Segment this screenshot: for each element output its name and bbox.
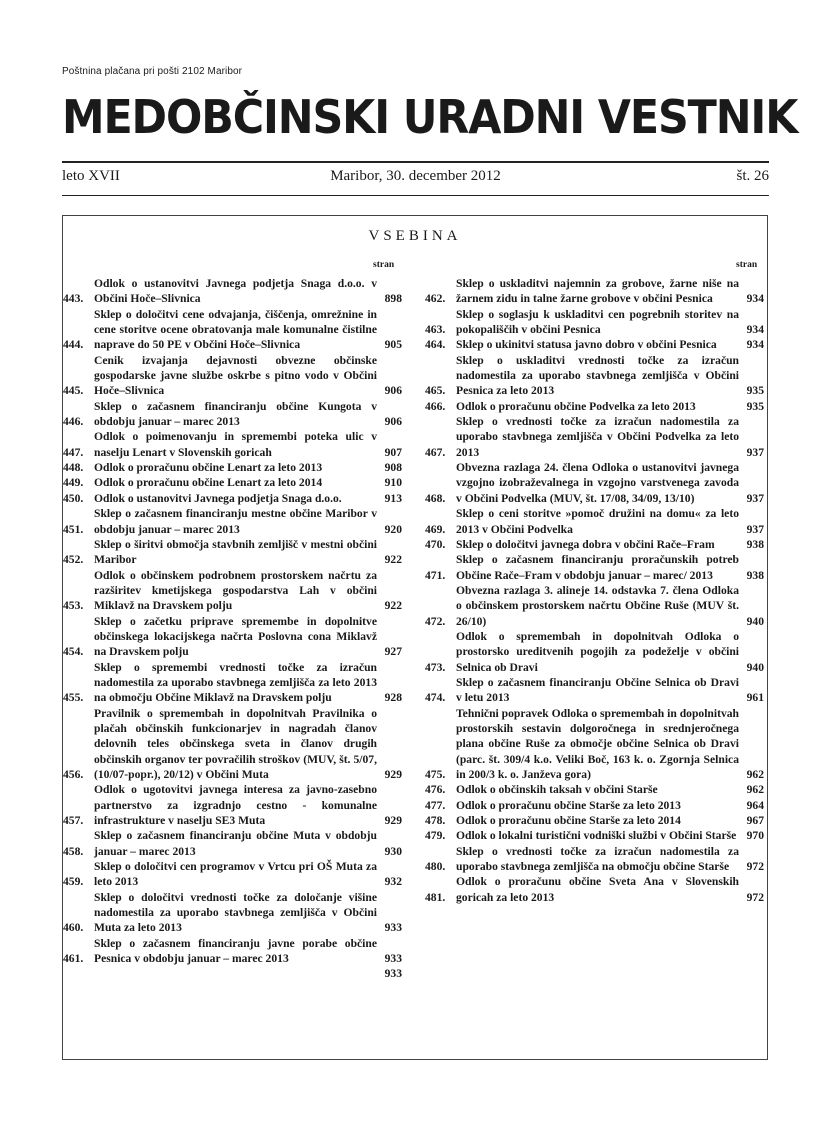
toc-entry[interactable] (63, 660, 403, 706)
toc-entry-page: 938 (746, 568, 764, 582)
toc-entry-title: Odlok o proračunu občine Starše za leto 2013 (456, 798, 681, 812)
toc-entry-title: Odlok o ugotovitvi javnega interesa za javno-zasebno partnerstvo za izgradnjo cestno - komunalne infrastrukture v naselju SE3 Muta (94, 783, 377, 828)
toc-entry[interactable] (63, 706, 403, 783)
toc-entry-title: Odlok o proračunu občine Lenart za leto 2014 (94, 476, 323, 490)
toc-entry[interactable] (63, 353, 403, 399)
toc-entry-page: 922 (384, 553, 402, 567)
toc-entry-title: Sklep o določitvi javnega dobra v občini Rače–Fram (456, 537, 715, 551)
toc-entry[interactable] (425, 537, 765, 552)
toc-entry-number: 449. (63, 476, 84, 490)
toc-entry-number: 451. (63, 522, 84, 536)
toc-entry-number: 455. (63, 691, 84, 705)
toc-entry-title: Sklep o začasnem financiranju občine Muta v obdobju januar – marec 2013 (94, 829, 377, 858)
toc-entry[interactable] (425, 353, 765, 399)
toc-entry-title: Sklep o spremembi vrednosti točke za izračun nadomestila za uporabo stavbnega zemljišča za leto 2013 na območju Občine Miklavž na Dravskem polju (94, 660, 377, 705)
issue-date: Maribor, 30. december 2012 (330, 168, 501, 184)
bottom-rule (62, 195, 769, 196)
toc-entry-number: 468. (425, 491, 446, 505)
toc-entry[interactable] (63, 568, 403, 614)
toc-entry-number: 460. (63, 921, 84, 935)
toc-entry-page: 938 (746, 537, 764, 551)
toc-entry[interactable] (63, 506, 403, 537)
left-entries (63, 276, 403, 982)
toc-entry-page: 934 (746, 323, 764, 337)
toc-extra-page-row (63, 966, 403, 981)
toc-entry-title: Sklep o določitvi vrednosti točke za določanje višine nadomestila za uporabo stavbnega zemljišča v Občini Muta za leto 2013 (94, 890, 377, 935)
toc-entry[interactable] (425, 307, 765, 338)
toc-entry-page: 929 (384, 814, 402, 828)
page-column-label: stran (373, 260, 395, 270)
toc-entry-number: 479. (425, 829, 446, 843)
top-rule (62, 161, 769, 163)
toc-entry-number: 450. (63, 491, 84, 505)
toc-entry[interactable] (425, 844, 765, 875)
toc-entry-title: Obvezna razlaga 24. člena Odloka o ustanovitvi javnega vzgojno izobraževalnega in vzgojno varstvenega zavoda v Občini Podvelka (MUV, št. 17/08, 34/09, 13/10) (456, 461, 739, 505)
toc-entry-page: 933 (384, 952, 402, 966)
toc-entry-number: 472. (425, 614, 446, 628)
toc-entry-page: 905 (384, 338, 402, 352)
toc-entry[interactable] (63, 614, 403, 660)
toc-entry-number: 464. (425, 338, 446, 352)
toc-entry-page: 937 (746, 445, 764, 459)
toc-entry-page: 910 (384, 476, 402, 490)
toc-entry[interactable] (63, 890, 403, 936)
issue-number: št. 26 (736, 168, 769, 184)
toc-entry[interactable] (425, 813, 765, 828)
toc-entry-page: 972 (746, 860, 764, 874)
toc-entry-title: Odlok o proračunu občine Lenart za leto 2013 (94, 461, 323, 475)
toc-entry-title: Sklep o določitvi cene odvajanja, čiščenja, omrežnine in cene storitve ocene obratovanja male komunalne čistilne naprave do 50 PE v Občini Hoče–Slivnica (94, 307, 377, 352)
toc-entry-title: Sklep o ceni storitve »pomoč družini na domu« za leto 2013 v Občini Podvelka (456, 507, 739, 536)
toc-entry-title: Sklep o vrednosti točke za izračun nadomestila za uporabo stavbnega zemljišča v Občini Podvelka za leto 2013 (456, 415, 739, 459)
toc-entry-title: Odlok o ustanovitvi Javnega podjetja Snaga d.o.o. v Občini Hoče–Slivnica (94, 277, 377, 306)
toc-entry[interactable] (63, 859, 403, 890)
toc-entry-page: 933 (384, 921, 402, 935)
toc-entry-title: Odlok o proračunu občine Starše za leto 2014 (456, 814, 681, 828)
toc-entry-number: 463. (425, 323, 446, 337)
toc-entry-number: 448. (63, 461, 84, 475)
toc-entry[interactable] (63, 475, 403, 490)
toc-entry-page: 935 (746, 399, 764, 413)
toc-entry-page: 964 (746, 798, 764, 812)
toc-entry-number: 453. (63, 599, 84, 613)
toc-entry-page: 962 (746, 768, 764, 781)
toc-entry-page: 908 (384, 461, 402, 475)
toc-entry-number: 471. (425, 568, 446, 582)
toc-entry-page: 927 (384, 645, 402, 659)
toc-entry-number: 444. (63, 338, 84, 352)
toc-entry-title: Odlok o proračunu občine Sveta Ana v Slovenskih goricah za leto 2013 (456, 875, 739, 904)
toc-entry[interactable] (425, 414, 765, 460)
toc-entry[interactable] (425, 629, 765, 675)
toc-entry-page: 907 (384, 445, 402, 459)
toc-entry-title: Odlok o občinskih taksah v občini Starše (456, 783, 658, 797)
toc-entry[interactable] (63, 537, 403, 568)
toc-entry-title: Sklep o uskladitvi najemnin za grobove, žarne niše na žarnem zidu in talne žarne grobove v občini Pesnica (456, 277, 739, 306)
toc-entry-number: 456. (63, 768, 84, 781)
toc-entry-title: Sklep o začetku priprave spremembe in dopolnitve občinskega lokacijskega načrta Poslovna cona Miklavž na Dravskem polju (94, 614, 377, 659)
contents-heading: VSEBINA (368, 228, 462, 244)
toc-entry-title: Pravilnik o spremembah in dopolnitvah Pravilnika o plačah občinskih funkcionarjev in nagradah članov delovnih teles občinskega sveta in članov drugih občinskih organov ter povračilih stroškov (MUV, št. 5/07, (10/07-popr.), 20/12) v Občini Muta (94, 706, 377, 781)
toc-entry-number: 473. (425, 660, 446, 674)
toc-entry-title: Odlok o občinskem podrobnem prostorskem načrtu za razširitev kmetijskega gospodarstva Lah v občini Miklavž na Dravskem polju (94, 568, 377, 613)
toc-entry-page: 933 (384, 967, 402, 981)
toc-entry-number: 481. (425, 890, 446, 904)
toc-entry-title: Sklep o začasnem financiranju proračunskih potreb Občine Rače–Fram v obdobju januar – marec/ 2013 (456, 553, 739, 582)
toc-entry-title: Sklep o ukinitvi statusa javno dobro v občini Pesnica (456, 338, 717, 352)
toc-entry-number: 465. (425, 384, 446, 398)
toc-entry[interactable] (425, 782, 765, 797)
toc-entry-page: 940 (746, 614, 764, 628)
issue-info (62, 168, 769, 188)
toc-entry-number: 459. (63, 875, 84, 889)
toc-entry-title: Sklep o določitvi cen programov v Vrtcu pri OŠ Muta za leto 2013 (94, 860, 377, 889)
toc-entry-page: 937 (746, 491, 764, 505)
page-column-label: stran (736, 260, 758, 270)
toc-entry[interactable] (425, 874, 765, 905)
toc-entry-title: Sklep o soglasju k uskladitvi cen pogrebnih storitev na pokopališčih v občini Pesnica (456, 307, 739, 337)
toc-entry-page: 920 (384, 522, 402, 536)
toc-entry-page: 967 (746, 814, 764, 828)
toc-entry[interactable] (63, 936, 403, 967)
toc-entry-title: Odlok o poimenovanju in spremembi poteka ulic v naselju Lenart v Slovenskih goricah (94, 430, 377, 459)
toc-entry-title: Obvezna razlaga 3. alineje 14. odstavka 7. člena Odloka o občinskem prostorskem načrtu Občine Ruše (MUV št. 26/10) (456, 583, 739, 628)
toc-entry-page: 922 (384, 599, 402, 613)
toc-entry[interactable] (425, 828, 765, 843)
toc-entry-number: 474. (425, 691, 446, 705)
toc-entry-page: 937 (746, 522, 764, 536)
toc-entry-number: 454. (63, 645, 84, 659)
toc-entry[interactable] (63, 828, 403, 859)
toc-entry-title: Sklep o uskladitvi vrednosti točke za izračun nadomestila za uporabo stavbnega zemljišča v Občini Pesnica za leto 2013 (456, 353, 739, 398)
toc-entry-page: 972 (746, 890, 764, 904)
toc-entry-title: Sklep o vrednosti točke za izračun nadomestila za uporabo stavbnega zemljišča na območju občine Starše (456, 844, 739, 874)
toc-entry-page: 913 (384, 491, 402, 505)
toc-entry-page: 906 (384, 384, 402, 398)
toc-entry-number: 476. (425, 783, 446, 797)
toc-entry-number: 478. (425, 814, 446, 828)
masthead-title: MEDOBČINSKI URADNI VESTNIK (62, 90, 798, 144)
toc-entry-number: 470. (425, 537, 446, 551)
toc-entry[interactable] (425, 798, 765, 813)
toc-entry[interactable] (425, 706, 765, 783)
toc-entry-title: Odlok o lokalni turistični vodniški službi v Občini Starše (456, 829, 737, 843)
toc-entry-page: 934 (746, 292, 764, 306)
toc-entry-page: 929 (384, 768, 402, 781)
toc-entry[interactable] (425, 506, 765, 537)
toc-entry-page: 906 (384, 415, 402, 429)
toc-entry-page: 934 (746, 338, 764, 352)
toc-entry[interactable] (425, 460, 765, 506)
contents-box (62, 215, 768, 1060)
toc-entry-title: Odlok o spremembah in dopolnitvah Odloka o prostorsko ureditvenih pogojih za podeželje v občini Selnica ob Dravi (456, 629, 739, 674)
toc-entry-number: 443. (63, 292, 84, 306)
toc-entry-number: 446. (63, 415, 84, 429)
toc-entry-page: 940 (746, 660, 764, 674)
toc-entry-title: Sklep o začasnem financiranju mestne občine Maribor v obdobju januar – marec 2013 (94, 507, 377, 536)
right-entries (425, 276, 765, 905)
toc-entry-title: Odlok o ustanovitvi Javnega podjetja Snaga d.o.o. (94, 491, 342, 505)
toc-entry[interactable] (425, 552, 765, 583)
toc-entry-page: 935 (746, 384, 764, 398)
toc-entry[interactable] (425, 583, 765, 629)
toc-entry[interactable] (63, 399, 403, 430)
toc-entry-title: Odlok o proračunu občine Podvelka za leto 2013 (456, 399, 696, 413)
toc-entry[interactable] (63, 460, 403, 475)
toc-entry-number: 467. (425, 445, 446, 459)
toc-entry-title: Sklep o začasnem financiranju občine Kungota v obdobju januar – marec 2013 (94, 399, 377, 429)
toc-entry-number: 458. (63, 844, 84, 858)
toc-entry-number: 480. (425, 860, 446, 874)
issue-year: leto XVII (62, 168, 120, 184)
toc-entry-number: 477. (425, 798, 446, 812)
toc-entry-number: 457. (63, 814, 84, 828)
toc-entry-number: 462. (425, 292, 446, 306)
toc-entry-title: Sklep o začasnem financiranju javne porabe občine Pesnica v obdobju januar – marec 2013 (94, 936, 377, 966)
toc-entry-number: 461. (63, 952, 84, 966)
toc-entry-page: 962 (746, 783, 764, 797)
toc-entry-page: 930 (384, 844, 402, 858)
toc-entry[interactable] (425, 337, 765, 352)
toc-entry[interactable] (425, 276, 765, 307)
toc-entry[interactable] (63, 307, 403, 353)
toc-entry-page: 961 (746, 691, 764, 705)
toc-entry-title: Sklep o širitvi območja stavbnih zemljišč v mestni občini Maribor (94, 537, 377, 567)
toc-entry[interactable] (425, 399, 765, 414)
toc-entry-page: 928 (384, 691, 402, 705)
toc-entry-number: 475. (425, 768, 446, 781)
toc-entry[interactable] (425, 675, 765, 706)
toc-entry-number: 466. (425, 399, 446, 413)
toc-entry-number: 445. (63, 384, 84, 398)
toc-entry[interactable] (63, 782, 403, 828)
toc-entry-number: 452. (63, 553, 84, 567)
toc-entry-number: 469. (425, 522, 446, 536)
toc-entry[interactable] (63, 429, 403, 460)
toc-entry[interactable] (63, 276, 403, 307)
postage-note: Poštnina plačana pri pošti 2102 Maribor (62, 66, 243, 77)
toc-entry-page: 898 (384, 292, 402, 306)
toc-entry-page: 970 (746, 829, 764, 843)
toc-entry-page: 932 (384, 875, 402, 889)
toc-entry-title: Tehnični popravek Odloka o spremembah in dopolnitvah prostorskih sestavin dolgoročnega in srednjeročnega plana občine Ruše za območje občine Selnica ob Dravi (parc. št. 309/4 k.o. Veliki Boč, 163 k. o. Zgornja Selnica in 200/3 k. o. Janževa gora) (456, 706, 739, 781)
toc-entry-number: 447. (63, 445, 84, 459)
toc-entry[interactable] (63, 491, 403, 506)
toc-entry-title: Sklep o začasnem financiranju Občine Selnica ob Dravi v letu 2013 (456, 675, 739, 705)
toc-entry-title: Cenik izvajanja dejavnosti obvezne občinske gospodarske javne službe oskrbe s pitno vodo v Občini Hoče–Slivnica (94, 353, 377, 398)
